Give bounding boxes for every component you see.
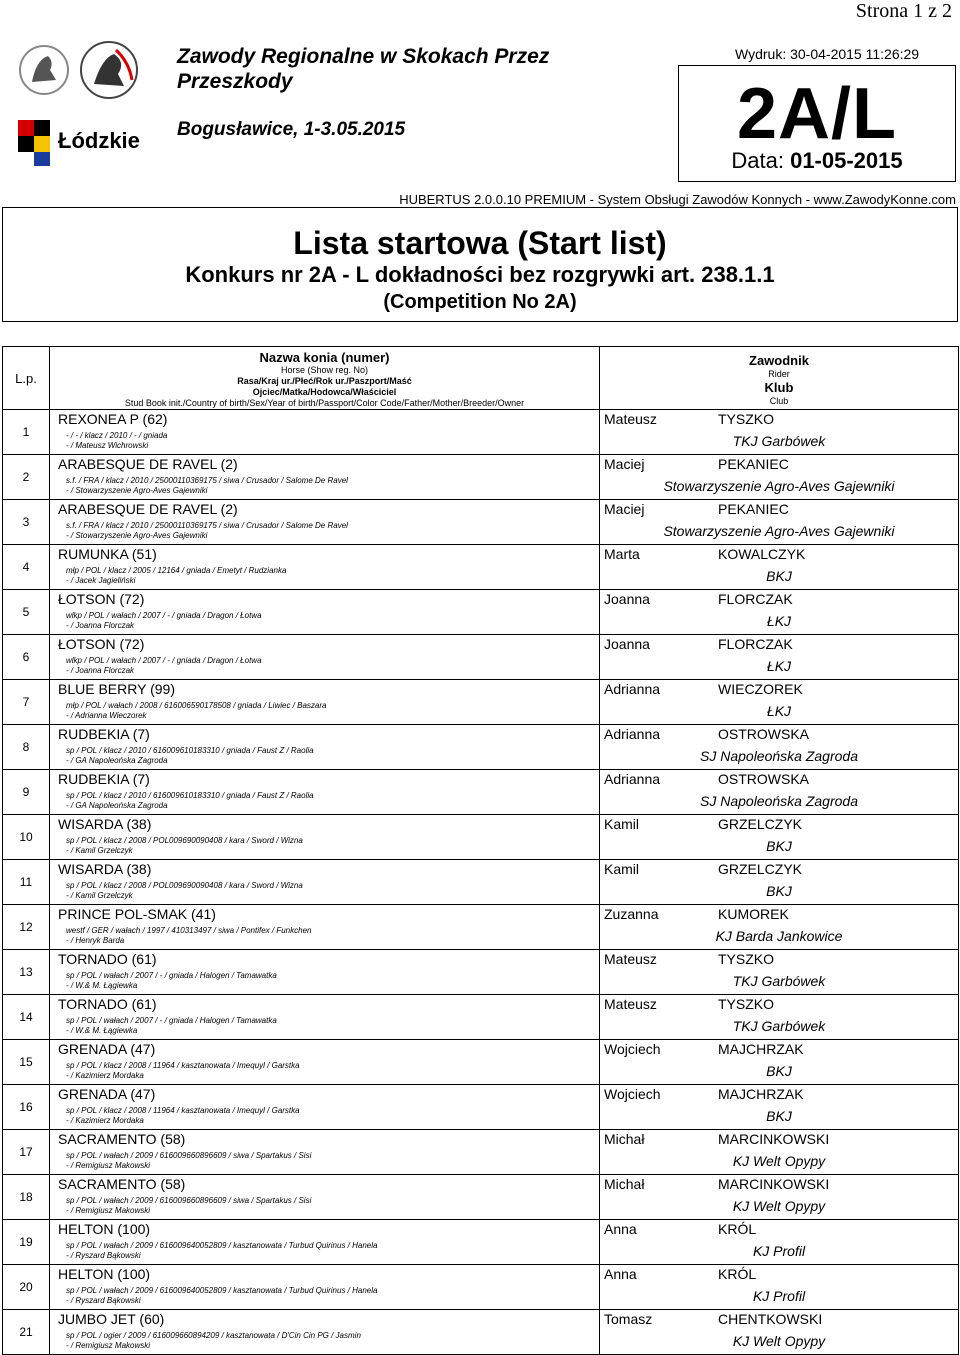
logo-wordmark: Łódzkie xyxy=(58,128,140,153)
entry-horse-cell xyxy=(50,860,600,905)
entry-rider-cell xyxy=(600,455,959,500)
rider-name xyxy=(600,1221,958,1238)
horse-owner: - / Remigiusz Makowski xyxy=(66,1161,151,1170)
rider-last-name: TYSZKO xyxy=(718,996,775,1012)
rider-club: ŁKJ xyxy=(766,658,792,674)
horse-owner: - / W.& M. Łągiewka xyxy=(66,981,138,990)
rider-first-name: Mateusz xyxy=(604,411,657,427)
table-row xyxy=(3,410,959,455)
horse-details: s.f. / FRA / klacz / 2010 / 25000110369175 / siwa / Crusador / Salome De Ravel xyxy=(66,476,348,485)
rider-club: Stowarzyszenie Agro-Aves Gajewniki xyxy=(663,478,895,494)
entry-horse-cell xyxy=(50,500,600,545)
rider-last-name: GRZELCZYK xyxy=(718,816,803,832)
rider-first-name: Maciej xyxy=(604,501,645,517)
rider-last-name: PEKANIEC xyxy=(718,501,789,517)
entry-rider-cell xyxy=(600,680,959,725)
rider-first-name: Wojciech xyxy=(604,1041,661,1057)
event-logo xyxy=(14,40,154,170)
rider-club: TKJ Garbówek xyxy=(732,433,826,449)
rider-name xyxy=(600,816,958,833)
entry-lp: 11 xyxy=(3,860,50,905)
entry-lp: 2 xyxy=(3,455,50,500)
horse-name: WISARDA (38) xyxy=(58,816,152,832)
table-row xyxy=(3,1040,959,1085)
rider-first-name: Wojciech xyxy=(604,1086,661,1102)
entry-horse-cell xyxy=(50,725,600,770)
entry-lp: 1 xyxy=(3,410,50,455)
rider-last-name: TYSZKO xyxy=(718,411,775,427)
table-row xyxy=(3,1175,959,1220)
rider-name xyxy=(600,951,958,968)
header-stud-line: Stud Book init./Country of birth/Sex/Year of birth/Passport/Color Code/Father/Mother/Breeder/Owner xyxy=(124,398,525,408)
entry-horse-cell xyxy=(50,1040,600,1085)
rider-first-name: Marta xyxy=(604,546,640,562)
entry-horse-cell xyxy=(50,545,600,590)
entry-horse-cell xyxy=(50,410,600,455)
horse-name: PRINCE POL-SMAK (41) xyxy=(58,906,216,922)
horse-owner: - / Kamil Grzelczyk xyxy=(66,891,133,900)
entry-lp: 19 xyxy=(3,1220,50,1265)
header-horse-name-en: Horse (Show reg. No) xyxy=(280,365,369,375)
rider-first-name: Anna xyxy=(604,1221,637,1237)
horse-name: HELTON (100) xyxy=(58,1266,151,1282)
horse-details: sp / POL / klacz / 2010 / 616009610183310 / gniada / Faust Z / Raolia xyxy=(66,791,314,800)
rider-first-name: Kamil xyxy=(604,861,640,877)
table-row xyxy=(3,905,959,950)
entry-lp: 5 xyxy=(3,590,50,635)
competition-code: 2A/L xyxy=(736,74,898,154)
horse-details: - / - / klacz / 2010 / - / gniada xyxy=(66,431,168,440)
horse-name: SACRAMENTO (58) xyxy=(58,1131,186,1147)
entry-rider-cell xyxy=(600,725,959,770)
table-row xyxy=(3,950,959,995)
software-credit: HUBERTUS 2.0.0.10 PREMIUM - System Obsługi Zawodów Konnych - www.ZawodyKonne.com xyxy=(399,192,956,207)
rider-name xyxy=(600,636,958,653)
rider-last-name: PEKANIEC xyxy=(718,456,789,472)
entry-lp: 12 xyxy=(3,905,50,950)
event-title: Zawody Regionalne w Skokach Przez Przeszkody xyxy=(177,45,550,93)
rider-club: SJ Napoleońska Zagroda xyxy=(700,793,858,809)
entry-rider-cell xyxy=(600,995,959,1040)
rider-last-name: CHENTKOWSKI xyxy=(718,1311,823,1327)
table-row xyxy=(3,860,959,905)
header-horse-name: Nazwa konia (numer) xyxy=(259,350,390,365)
table-row xyxy=(3,815,959,860)
horse-owner: - / GA Napoleońska Zagroda xyxy=(66,756,168,765)
rider-name xyxy=(600,1131,958,1148)
rider-club: BKJ xyxy=(766,883,792,899)
header-rider-label: Zawodnik xyxy=(749,353,809,368)
table-row xyxy=(3,545,959,590)
table-row xyxy=(3,635,959,680)
entry-horse-cell xyxy=(50,770,600,815)
horse-owner: - / Joanna Florczak xyxy=(66,666,135,675)
horse-owner: - / Stowarzyszenie Agro-Aves Gajewniki xyxy=(66,531,208,540)
rider-name xyxy=(600,591,958,608)
rider-name xyxy=(600,906,958,923)
entry-rider-cell xyxy=(600,1310,959,1355)
rider-club: KJ Profil xyxy=(752,1243,806,1259)
entry-rider-cell xyxy=(600,1085,959,1130)
entry-rider-cell xyxy=(600,545,959,590)
entry-lp: 17 xyxy=(3,1130,50,1175)
rider-last-name: WIECZOREK xyxy=(718,681,803,697)
horse-details: sp / POL / wałach / 2007 / - / gniada / Halogen / Tamawatka xyxy=(66,1016,277,1025)
rider-club: KJ Profil xyxy=(752,1288,806,1304)
horse-owner: - / Kamil Grzelczyk xyxy=(66,846,133,855)
horse-details: s.f. / FRA / klacz / 2010 / 25000110369175 / siwa / Crusador / Salome De Ravel xyxy=(66,521,348,530)
entry-horse-cell xyxy=(50,680,600,725)
horse-name: ARABESQUE DE RAVEL (2) xyxy=(58,501,238,517)
entry-lp: 21 xyxy=(3,1310,50,1355)
entry-rider-cell xyxy=(600,410,959,455)
title-box xyxy=(2,207,958,322)
table-row xyxy=(3,1220,959,1265)
horse-name: REXONEA P (62) xyxy=(58,411,168,427)
event-place-date: Bogusławice, 1-3.05.2015 xyxy=(177,119,406,140)
horse-details: sp / POL / klacz / 2008 / 11964 / kasztanowata / Imequyl / Garstka xyxy=(66,1061,300,1070)
entry-horse-cell xyxy=(50,635,600,680)
rider-club: ŁKJ xyxy=(766,613,792,629)
rider-first-name: Joanna xyxy=(604,636,650,652)
rider-club: TKJ Garbówek xyxy=(732,973,826,989)
table-header-row xyxy=(3,347,959,410)
horse-owner: - / Remigiusz Makowski xyxy=(66,1206,151,1215)
entry-lp: 8 xyxy=(3,725,50,770)
horse-owner: - / Henryk Barda xyxy=(66,936,125,945)
horse-name: SACRAMENTO (58) xyxy=(58,1176,186,1192)
entry-rider-cell xyxy=(600,770,959,815)
rider-last-name: FLORCZAK xyxy=(718,591,793,607)
entry-rider-cell xyxy=(600,635,959,680)
entry-lp: 14 xyxy=(3,995,50,1040)
table-row xyxy=(3,995,959,1040)
entry-lp: 10 xyxy=(3,815,50,860)
horse-details: sp / POL / klacz / 2008 / POL009690090408 / kara / Sword / Wizna xyxy=(66,836,303,845)
entry-horse-cell xyxy=(50,1085,600,1130)
table-row xyxy=(3,1310,959,1355)
rider-last-name: OSTROWSKA xyxy=(718,771,810,787)
rider-club: BKJ xyxy=(766,568,792,584)
rider-name xyxy=(600,681,958,698)
date-label: Data: xyxy=(731,148,784,173)
table-row xyxy=(3,1265,959,1310)
horse-details: westf / GER / wałach / 1997 / 410313497 / siwa / Pontifex / Funkchen xyxy=(66,926,312,935)
table-row xyxy=(3,1130,959,1175)
rider-name xyxy=(600,996,958,1013)
rider-club: ŁKJ xyxy=(766,703,792,719)
rider-name xyxy=(600,411,958,428)
rider-first-name: Zuzanna xyxy=(604,906,659,922)
competition-name-en: (Competition No 2A) xyxy=(383,291,577,313)
horse-owner: - / Joanna Florczak xyxy=(66,621,135,630)
print-date: Wydruk: 30-04-2015 11:26:29 xyxy=(735,46,920,62)
rider-name xyxy=(600,1311,958,1328)
rider-club: BKJ xyxy=(766,1108,792,1124)
horse-details: sp / POL / klacz / 2010 / 616009610183310 / gniada / Faust Z / Raolia xyxy=(66,746,314,755)
competition-name: Konkurs nr 2A - L dokładności bez rozgrywki art. 238.1.1 xyxy=(185,262,775,287)
header-club-label: Klub xyxy=(764,380,794,395)
entry-horse-cell xyxy=(50,1130,600,1175)
horse-details: wlkp / POL / wałach / 2007 / - / gniada / Dragon / Łotwa xyxy=(66,656,262,665)
header-breed-line: Rasa/Kraj ur./Płeć/Rok ur./Paszport/Maść xyxy=(237,376,412,386)
entry-lp: 15 xyxy=(3,1040,50,1085)
rider-last-name: KRÓL xyxy=(718,1266,757,1282)
horse-owner: - / GA Napoleońska Zagroda xyxy=(66,801,168,810)
table-row xyxy=(3,455,959,500)
rider-first-name: Mateusz xyxy=(604,996,657,1012)
horse-details: sp / POL / wałach / 2009 / 616009660896609 / siwa / Spartakus / Sisi xyxy=(66,1196,312,1205)
rider-club: KJ Welt Opypy xyxy=(732,1153,826,1169)
entry-horse-cell xyxy=(50,455,600,500)
horse-details: sp / POL / wałach / 2007 / - / gniada / Halogen / Tamawatka xyxy=(66,971,277,980)
competition-date xyxy=(679,148,955,174)
competition-code-box xyxy=(678,65,956,182)
rider-first-name: Tomasz xyxy=(604,1311,653,1327)
rider-club: Stowarzyszenie Agro-Aves Gajewniki xyxy=(663,523,895,539)
entry-lp: 7 xyxy=(3,680,50,725)
horse-name: RUDBEKIA (7) xyxy=(58,771,150,787)
horse-details: sp / POL / wałach / 2009 / 616009640052809 / kasztanowata / Turbud Quirinus / Hanela xyxy=(66,1241,378,1250)
rider-last-name: OSTROWSKA xyxy=(718,726,810,742)
rider-last-name: TYSZKO xyxy=(718,951,775,967)
horse-details: sp / POL / wałach / 2009 / 616009640052809 / kasztanowata / Turbud Quirinus / Hanela xyxy=(66,1286,378,1295)
horse-name: RUDBEKIA (7) xyxy=(58,726,150,742)
rider-first-name: Joanna xyxy=(604,591,650,607)
horse-owner: - / W.& M. Łągiewka xyxy=(66,1026,138,1035)
list-title: Lista startowa (Start list) xyxy=(293,225,667,261)
table-row xyxy=(3,590,959,635)
horse-owner: - / Ryszard Bąkowski xyxy=(66,1296,141,1305)
entry-rider-cell xyxy=(600,950,959,995)
rider-club: BKJ xyxy=(766,1063,792,1079)
table-row xyxy=(3,770,959,815)
horse-owner: - / Remigiusz Makowski xyxy=(66,1341,151,1350)
rider-name xyxy=(600,1266,958,1283)
horse-owner: - / Kazimierz Mordaka xyxy=(66,1071,144,1080)
entry-horse-cell xyxy=(50,1265,600,1310)
horse-name: GRENADA (47) xyxy=(58,1041,156,1057)
rider-name xyxy=(600,1176,958,1193)
header-lp: L.p. xyxy=(3,347,50,410)
horse-name: GRENADA (47) xyxy=(58,1086,156,1102)
rider-last-name: KOWALCZYK xyxy=(718,546,806,562)
horse-details: sp / POL / ogier / 2009 / 616009660894209 / kasztanowata / D'Cin Cin PG / Jasmin xyxy=(66,1331,361,1340)
rider-first-name: Michał xyxy=(604,1176,645,1192)
rider-club: BKJ xyxy=(766,838,792,854)
entry-horse-cell xyxy=(50,950,600,995)
horse-details: młp / POL / klacz / 2005 / 12164 / gniada / Emetyt / Rudzianka xyxy=(66,566,287,575)
rider-last-name: GRZELCZYK xyxy=(718,861,803,877)
rider-club: KJ Barda Jankowice xyxy=(715,928,843,944)
entry-rider-cell xyxy=(600,590,959,635)
entry-lp: 13 xyxy=(3,950,50,995)
table-row xyxy=(3,500,959,545)
entry-lp: 6 xyxy=(3,635,50,680)
rider-last-name: MAJCHRZAK xyxy=(718,1041,804,1057)
horse-details: sp / POL / klacz / 2008 / 11964 / kasztanowata / Imequyl / Garstka xyxy=(66,1106,300,1115)
entry-rider-cell xyxy=(600,1040,959,1085)
header-club-en: Club xyxy=(769,396,789,406)
rider-last-name: FLORCZAK xyxy=(718,636,793,652)
entry-lp: 3 xyxy=(3,500,50,545)
horse-name: BLUE BERRY (99) xyxy=(58,681,175,697)
entry-rider-cell xyxy=(600,1175,959,1220)
entry-horse-cell xyxy=(50,590,600,635)
horse-name: ŁOTSON (72) xyxy=(58,636,145,652)
horse-details: sp / POL / klacz / 2008 / POL009690090408 / kara / Sword / Wizna xyxy=(66,881,303,890)
horse-owner: - / Kazimierz Mordaka xyxy=(66,1116,144,1125)
rider-first-name: Adrianna xyxy=(604,681,661,697)
rider-first-name: Kamil xyxy=(604,816,640,832)
table-row xyxy=(3,1085,959,1130)
rider-last-name: KUMOREK xyxy=(718,906,789,922)
rider-club: KJ Welt Opypy xyxy=(732,1333,826,1349)
rider-name xyxy=(600,1086,958,1103)
horse-details: młp / POL / wałach / 2008 / 616006590178508 / gniada / Liwiec / Baszara xyxy=(66,701,327,710)
horse-name: TORNADO (61) xyxy=(58,996,157,1012)
horse-name: HELTON (100) xyxy=(58,1221,151,1237)
entry-lp: 20 xyxy=(3,1265,50,1310)
entry-horse-cell xyxy=(50,995,600,1040)
rider-last-name: MAJCHRZAK xyxy=(718,1086,804,1102)
rider-club: TKJ Garbówek xyxy=(732,1018,826,1034)
entry-rider-cell xyxy=(600,1265,959,1310)
date-value: 01-05-2015 xyxy=(790,148,903,173)
page-number: Strona 1 z 2 xyxy=(855,0,952,22)
horse-name: TORNADO (61) xyxy=(58,951,157,967)
horse-name: ARABESQUE DE RAVEL (2) xyxy=(58,456,238,472)
horse-owner: - / Jacek Jagieliński xyxy=(66,576,136,585)
rider-last-name: MARCINKOWSKI xyxy=(718,1131,830,1147)
header-rider-en: Rider xyxy=(768,369,790,379)
entry-rider-cell xyxy=(600,905,959,950)
rider-last-name: KRÓL xyxy=(718,1221,757,1237)
horse-owner: - / Adrianna Wieczorek xyxy=(66,711,147,720)
entry-rider-cell xyxy=(600,860,959,905)
entry-horse-cell xyxy=(50,815,600,860)
rider-first-name: Mateusz xyxy=(604,951,657,967)
rider-name xyxy=(600,501,958,518)
rider-name xyxy=(600,456,958,473)
horse-name: WISARDA (38) xyxy=(58,861,152,877)
rider-name xyxy=(600,1041,958,1058)
rider-first-name: Adrianna xyxy=(604,726,661,742)
horse-details: wlkp / POL / wałach / 2007 / - / gniada / Dragon / Łotwa xyxy=(66,611,262,620)
rider-name xyxy=(600,861,958,878)
horse-name: ŁOTSON (72) xyxy=(58,591,145,607)
table-row xyxy=(3,725,959,770)
entry-lp: 4 xyxy=(3,545,50,590)
horse-owner: - / Mateusz Wichrowski xyxy=(66,441,149,450)
rider-first-name: Maciej xyxy=(604,456,645,472)
entry-horse-cell xyxy=(50,1220,600,1265)
entry-lp: 16 xyxy=(3,1085,50,1130)
start-list-table xyxy=(2,346,959,1355)
entry-lp: 18 xyxy=(3,1175,50,1220)
rider-name xyxy=(600,771,958,788)
horse-owner: - / Ryszard Bąkowski xyxy=(66,1251,141,1260)
entry-lp: 9 xyxy=(3,770,50,815)
rider-first-name: Michał xyxy=(604,1131,645,1147)
entry-rider-cell xyxy=(600,1220,959,1265)
entry-rider-cell xyxy=(600,1130,959,1175)
entry-rider-cell xyxy=(600,500,959,545)
rider-first-name: Adrianna xyxy=(604,771,661,787)
rider-name xyxy=(600,726,958,743)
horse-owner: - / Stowarzyszenie Agro-Aves Gajewniki xyxy=(66,486,208,495)
rider-name xyxy=(600,546,958,563)
horse-name: JUMBO JET (60) xyxy=(58,1311,165,1327)
entry-horse-cell xyxy=(50,1310,600,1355)
entry-horse-cell xyxy=(50,905,600,950)
header-parents-line: Ojciec/Matka/Hodowca/Właściciel xyxy=(252,387,397,397)
entry-rider-cell xyxy=(600,815,959,860)
entry-horse-cell xyxy=(50,1175,600,1220)
rider-club: KJ Welt Opypy xyxy=(732,1198,826,1214)
rider-first-name: Anna xyxy=(604,1266,637,1282)
header-horse xyxy=(50,347,600,410)
table-row xyxy=(3,680,959,725)
horse-details: sp / POL / wałach / 2009 / 616009660896609 / siwa / Spartakus / Sisi xyxy=(66,1151,312,1160)
horse-name: RUMUNKA (51) xyxy=(58,546,157,562)
header-rider xyxy=(600,347,959,410)
rider-club: SJ Napoleońska Zagroda xyxy=(700,748,858,764)
rider-last-name: MARCINKOWSKI xyxy=(718,1176,830,1192)
